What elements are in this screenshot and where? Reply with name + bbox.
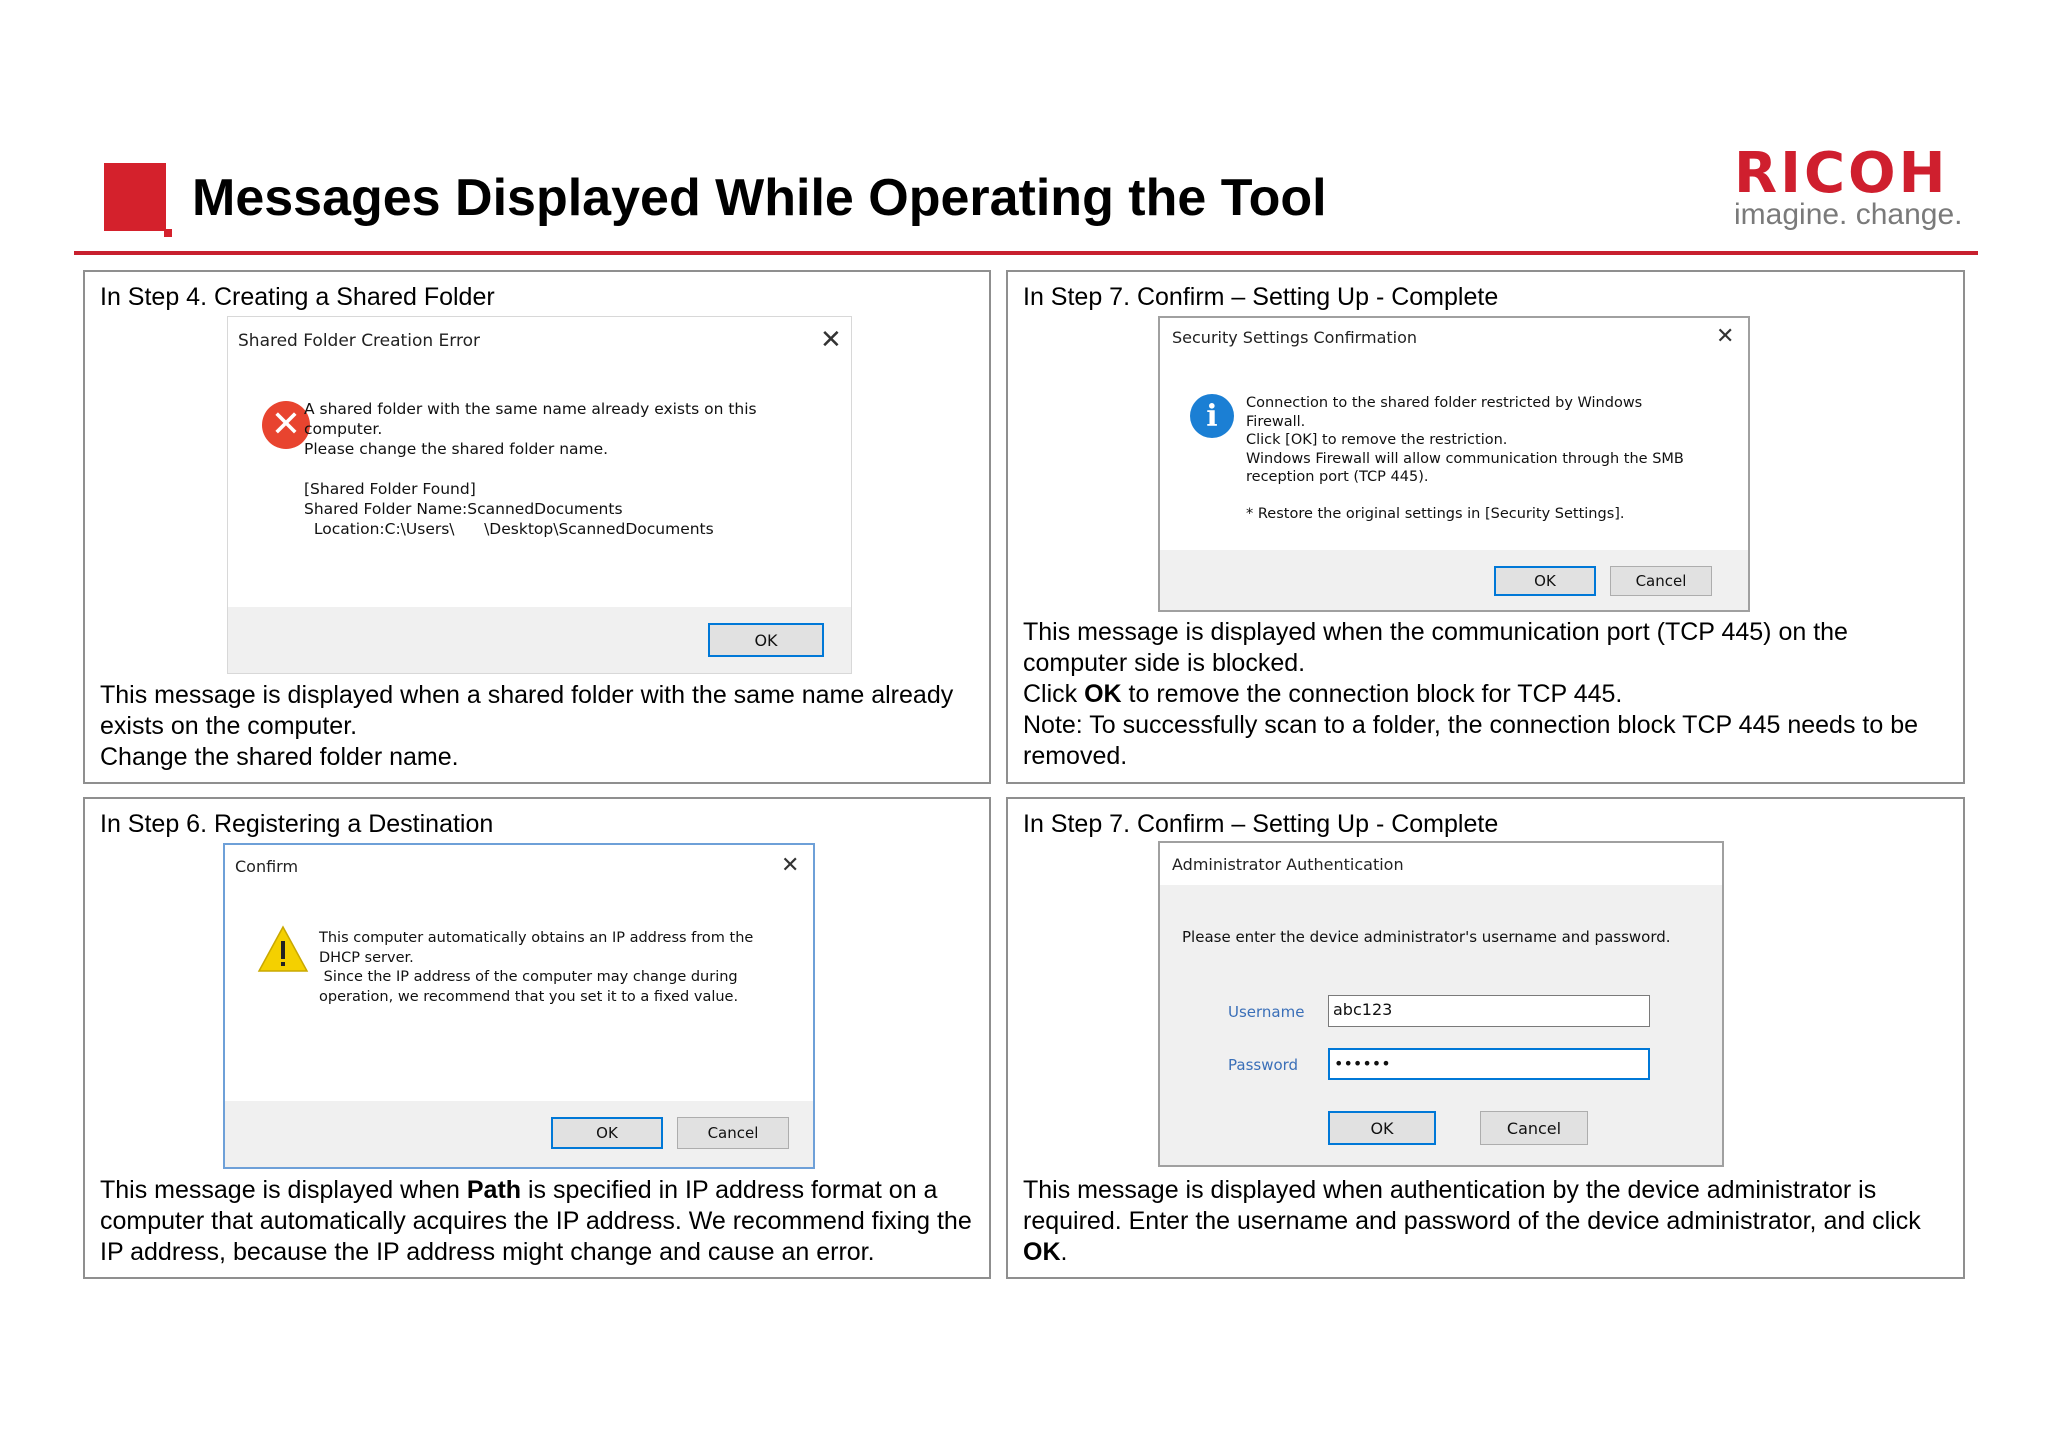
close-icon[interactable]: ✕	[781, 853, 800, 878]
description-line: This message is displayed when the communication port (TCP 445) on the computer side is blocked.	[1023, 618, 1848, 677]
dialog-message: A shared folder with the same name already exists on this computer. Please change the shared folder name. [Shared Folder Found] Shared Folder Name:ScannedDocuments Location:C:\Users\ \Desktop\ScannedDocuments	[304, 400, 757, 538]
error-icon: ✕	[262, 401, 310, 449]
dialog-message: Connection to the shared folder restricted by Windows Firewall. Click [OK] to remove the restriction. Windows Firewall will allow communication through the SMB reception port (TCP 445). * Restore the original settings in [Security Settings].	[1246, 395, 1684, 522]
close-icon[interactable]: ✕	[820, 325, 842, 355]
ricoh-logo: RICOH	[1734, 141, 1949, 206]
cancel-button[interactable]: Cancel	[677, 1117, 789, 1149]
panel-step7-auth	[1006, 797, 1965, 1279]
header-divider	[74, 251, 1978, 255]
panel-title: In Step 7. Confirm – Setting Up - Complete	[1023, 810, 1499, 838]
description-line: Change the shared folder name.	[100, 743, 459, 771]
dialog-footer	[225, 1101, 813, 1167]
dialog-title: Shared Folder Creation Error	[238, 331, 480, 351]
panel-step7-security	[1006, 270, 1965, 784]
description-text: Click	[1023, 680, 1085, 708]
dialog-message: This computer automatically obtains an IP address from the DHCP server. Since the IP address of the computer may change during operation, we recommend that you set it to a fixed value.	[319, 930, 754, 1005]
panel-title: In Step 6. Registering a Destination	[100, 810, 494, 838]
dialog-admin-auth	[1158, 841, 1724, 1167]
description-text: This message is displayed when	[100, 1176, 467, 1204]
description-line	[1023, 679, 1953, 710]
panel-step4	[83, 270, 991, 784]
page-title: Messages Displayed While Operating the Tool	[192, 169, 1327, 227]
dialog-confirm	[223, 843, 815, 1169]
description-bold: OK	[1023, 1238, 1061, 1266]
panel-description	[1023, 1175, 1953, 1268]
description-text: to remove the connection block for TCP 445.	[1121, 680, 1623, 708]
dialog-shared-folder-error	[227, 316, 852, 674]
panel-title: In Step 7. Confirm – Setting Up - Complete	[1023, 283, 1499, 311]
ok-button[interactable]: OK	[1328, 1111, 1436, 1145]
description-text: .	[1060, 1238, 1068, 1266]
panel-step6	[83, 797, 991, 1279]
username-field[interactable]: abc123	[1328, 995, 1650, 1027]
description-text: This message is displayed when authentication by the device administrator is required. Enter the username and password of the device administrator, and click	[1023, 1176, 1921, 1235]
password-label: Password	[1228, 1056, 1299, 1074]
username-label: Username	[1228, 1003, 1305, 1021]
description-text: is specified in IP address format on a computer that automatically acquires the IP address. We recommend fixing the IP address, because the IP address might change and cause an error.	[100, 1176, 972, 1266]
dialog-footer	[228, 607, 851, 673]
dialog-footer	[1160, 550, 1748, 610]
panel-title: In Step 4. Creating a Shared Folder	[100, 283, 495, 311]
description-bold: Path	[466, 1176, 522, 1204]
ok-button[interactable]: OK	[551, 1117, 663, 1149]
description-line: Note: To successfully scan to a folder, the connection block TCP 445 needs to be removed.	[1023, 711, 1918, 770]
panel-description	[100, 1175, 980, 1268]
title-marker	[104, 163, 166, 231]
ok-button[interactable]: OK	[1494, 566, 1596, 596]
password-field[interactable]: ••••••	[1328, 1048, 1650, 1080]
dialog-title: Administrator Authentication	[1172, 855, 1404, 874]
info-icon: i	[1190, 394, 1234, 438]
description-bold: OK	[1084, 680, 1122, 708]
dialog-title: Confirm	[235, 857, 299, 876]
warning-icon	[257, 925, 309, 973]
dialog-title: Security Settings Confirmation	[1172, 328, 1418, 347]
panel-description	[1023, 617, 1953, 772]
ok-button[interactable]: OK	[708, 623, 824, 657]
panel-description	[100, 680, 980, 773]
logo-tagline: imagine. change.	[1734, 198, 1963, 231]
dialog-message: Please enter the device administrator's username and password.	[1182, 928, 1671, 946]
cancel-button[interactable]: Cancel	[1480, 1111, 1588, 1145]
cancel-button[interactable]: Cancel	[1610, 566, 1712, 596]
dialog-security-settings	[1158, 316, 1750, 612]
close-icon[interactable]: ✕	[1716, 324, 1735, 349]
description-line: This message is displayed when a shared folder with the same name already exists on the computer.	[100, 681, 954, 740]
